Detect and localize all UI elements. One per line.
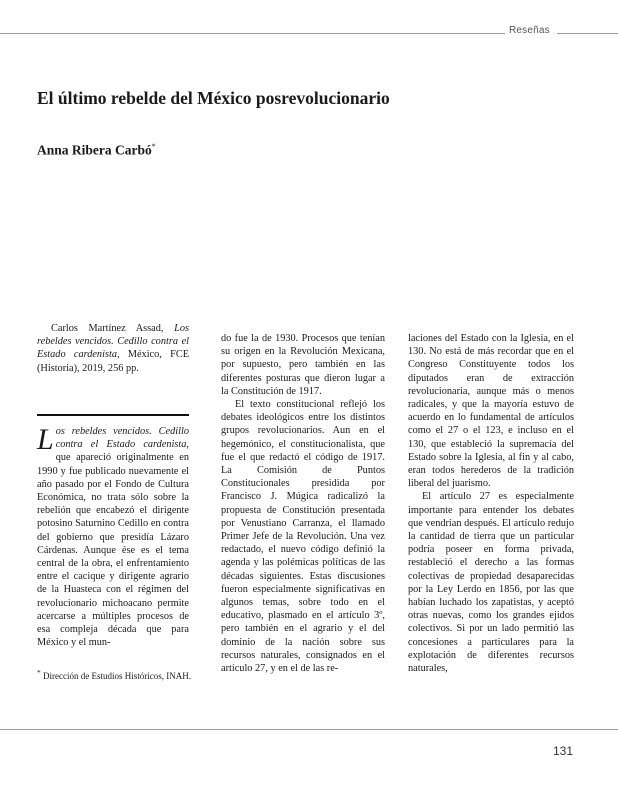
page-number: 131: [553, 744, 574, 758]
footnote-text: Dirección de Estudios Históricos, INAH.: [40, 671, 191, 681]
opening-paragraph: [37, 425, 189, 649]
reference-book-title: Los rebeldes vencidos. Cedillo contra el Estado cardenista: [37, 323, 189, 361]
column-3-paragraph-1: laciones del Estado con la Iglesia, en el 130. No está de más recordar que en el Congreso Constituyente todos los diputados eran de extracción revolucionaria, aunque más o menos radicales, y que la mayoría estuvo de acuerdo en lo fundamental de artículos como el 27 o el 123, e incluso en el 130, que estableció la supremacía del Estado sobre la Iglesia, al fin y al cabo, eran todos herederos de la tradición liberal del juarismo.: [408, 333, 574, 490]
footnote: [37, 667, 197, 682]
header-rule-left: [0, 33, 505, 34]
column-2-paragraph-2: El texto constitucional reflejó los debates ideológicos entre los distintos grupos revolucionarios. Aun en el hegemónico, el constitucionalista, que fue el que redactó el código de 1917. La Comisión de Puntos Constitucionales presidida por Francisco J. Múgica radicalizó la propuesta de Constitución presentada por Venustiano Carranza, el llamado Primer Jefe de la Revolución. Una vez redactado, el nuevo código definió la agenda y las polémicas políticas de las décadas siguientes. Estas discusiones fueron especialmente significativas en algunos temas, sobre todo en el educativo, plasmado en el artículo 3º, pero también en el agrario y el del dominio de la nación sobre sus recursos naturales, consignados en el artículo 27, y en el de las re-: [221, 399, 385, 675]
footnote-mark: *: [37, 668, 41, 677]
reference-publication: , México, FCE (Historia), 2019, 256 pp.: [37, 349, 189, 374]
column-2-paragraph-1: do fue la de 1930. Procesos que tenían su origen en la Revolución Mexicana, por supuesto, pero también en las diferentes posturas que dieron lugar a la Constitución de 1917.: [221, 333, 385, 397]
column-1-body: [37, 425, 189, 649]
section-divider: [37, 414, 189, 416]
author-footnote-mark: *: [151, 142, 156, 151]
opening-book-title: os rebeldes vencidos. Cedillo contra el Estado cardenista: [55, 426, 189, 451]
section-label: Reseñas: [509, 25, 550, 36]
column-1: [37, 322, 189, 375]
article-title: El último rebelde del México posrevolucionario: [37, 88, 390, 108]
footer-rule: [0, 729, 618, 730]
column-3: [408, 332, 574, 675]
header-rule-right: [557, 33, 618, 34]
book-reference: [37, 322, 189, 375]
author-name: Anna Ribera Carbó: [37, 142, 152, 158]
reference-author: Carlos Martínez Assad,: [51, 323, 175, 334]
column-2: [221, 332, 385, 675]
drop-cap: L: [37, 423, 54, 456]
column-3-paragraph-2: El artículo 27 es especialmente importante para entender los debates que vendrían después. El artículo redujo la cantidad de tierra que un particular podría poseer en forma privada, restableció el derecho a las formas colectivas de propiedad desaparecidas por la Ley Lerdo en 1856, por las que habían luchado los zapatistas, y aceptó otras nuevas, como los grandes ejidos colectivos. Si por un lado permitió las concesiones a particulares para la explotación de diferentes recursos naturales,: [408, 491, 574, 675]
column-1-text: , que apareció originalmente en 1990 y fue publicado nuevamente el año pasado por el Fondo de Cultura Económica, no trata sólo sobre la rebelión que encabezó el dirigente potosino Saturnino Cedillo en contra del gobierno que presidía Lázaro Cárdenas. Aunque ése es el tema central de la obra, el enfrentamiento entre el cacique y dirigente agrario de la Huasteca con el régimen del revolucionario michoacano permite acercarse a múltiples procesos de esa compleja década que para México y el mun-: [37, 439, 189, 649]
article-author: [37, 142, 156, 159]
